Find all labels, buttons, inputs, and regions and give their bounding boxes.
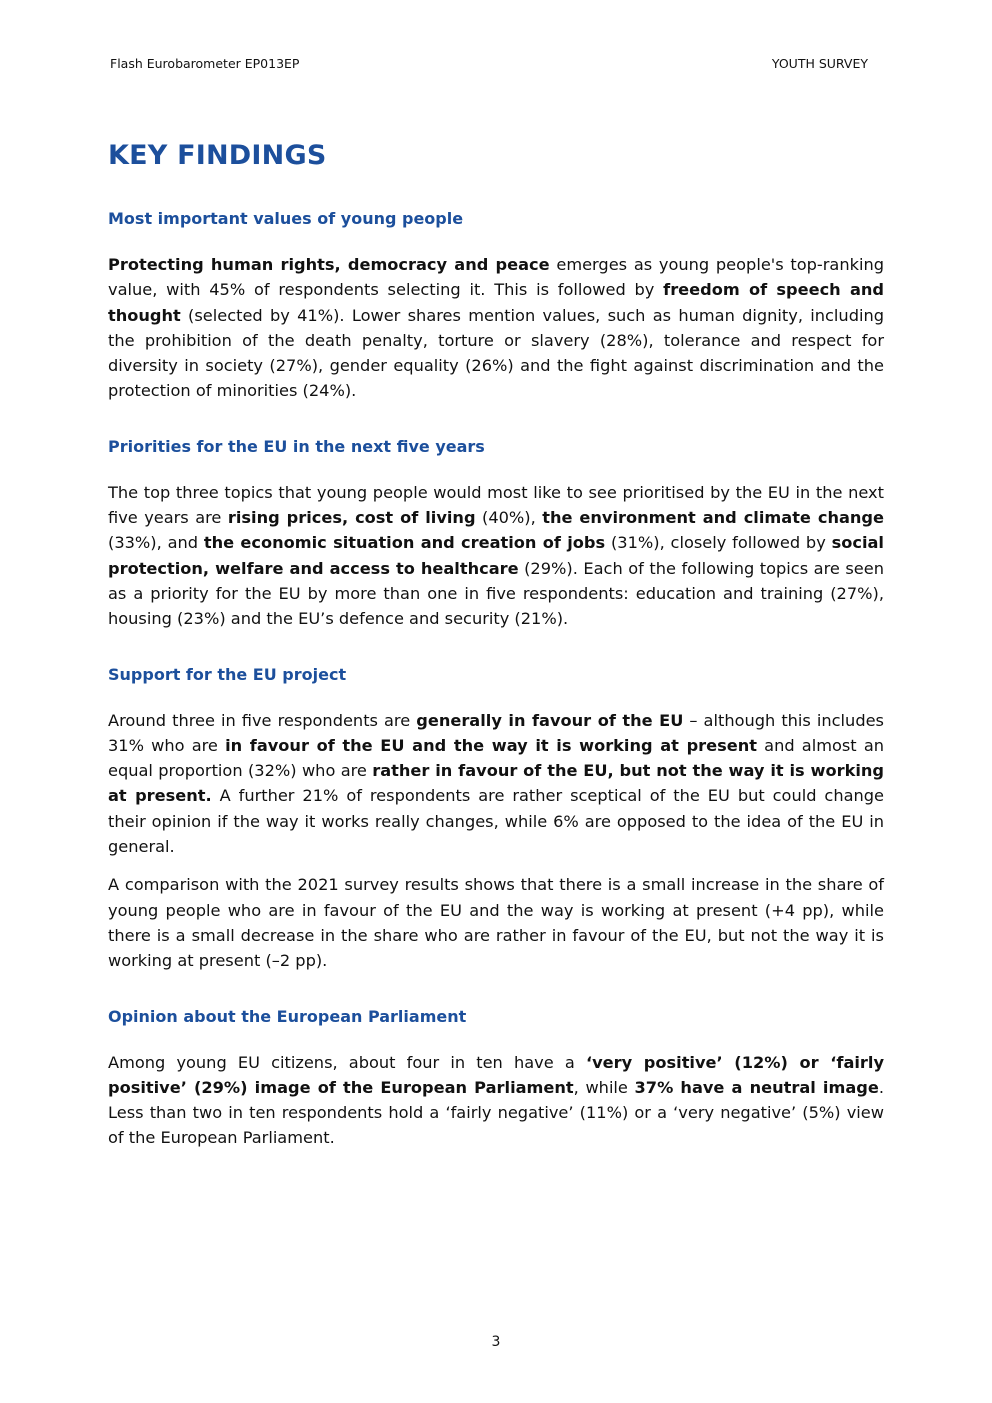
text-run: A further 21% of respondents are rather sceptical of the EU but could change their opinion if the way it works really changes, while 6% are opposed to the idea of the EU in general. [108,786,884,857]
key-findings-content [108,207,884,1151]
emphasis: rising prices, cost of living [227,508,476,528]
text-run: , while [573,1077,635,1097]
emphasis: rather in favour of the EU, but not the way it is working at present. [108,761,885,806]
text-run: Among young EU citizens, about four in ten have a [108,1052,586,1072]
text-run: (33%), and [108,533,204,553]
emphasis: ‘very positive’ (12%) or ‘fairly positive’ (29%) image of the European Parliament [108,1052,884,1097]
emphasis: freedom of speech and thought [108,280,885,325]
section-heading-priorities: Priorities for the EU in the next five years [108,436,485,456]
emphasis: in favour of the EU and the way it is working at present [225,735,757,755]
page-title: KEY FINDINGS [108,140,327,171]
text-run: (selected by 41%). Lower shares mention values, such as human dignity, including the prohibition of the death penalty, torture or slavery (28%), tolerance and respect for diversity in society (27%), gender equality (26%) and the fight against discrimination and the protection of minorities (24%). [108,305,884,401]
text-run: (40%), [475,508,543,528]
paragraph-support [108,708,884,860]
section-heading-support: Support for the EU project [108,664,347,684]
emphasis: the economic situation and creation of jobs [203,533,606,553]
paragraph-priorities [108,480,884,632]
header-survey-name: Flash Eurobarometer EP013EP [110,56,300,71]
text-run: emerges as young people's top-ranking value, with 45% of respondents selecting it. This is followed by [108,255,884,300]
emphasis: social protection, welfare and access to healthcare [108,533,884,578]
emphasis: Protecting human rights, democracy and peace [108,255,550,274]
emphasis: generally in favour of the EU [416,710,684,730]
paragraph-values [108,252,884,404]
page-number: 3 [491,1334,501,1350]
text-run: (29%). Each of the following topics are seen as a priority for the EU by more than one in five respondents: education and training (27%), housing (23%) and the EU’s defence and security (21%). [108,558,884,629]
section-heading-parliament: Opinion about the European Parliament [108,1006,467,1026]
paragraph-support-comparison [108,872,884,973]
text-run: and almost an equal proportion (32%) who are [108,735,884,781]
text-run: . Less than two in ten respondents hold a ‘fairly negative’ (11%) or a ‘very negative’ (5%) view of the European Parliament. [108,1077,884,1148]
text-run: – although this includes 31% who are [108,710,884,755]
text-run: (31%), closely followed by [605,533,832,553]
text-run: The top three topics that young people would most like to see prioritised by the EU in the next five years are [108,482,884,528]
text-run: A comparison with the 2021 survey results shows that there is a small increase in the share of young people who are in favour of the EU and the way is working at present (+4 pp), while there is a small decrease in the share who are rather in favour of the EU, but not the way it is working at present (–2 pp). [108,875,884,971]
paragraph-parliament [108,1050,884,1151]
emphasis: 37% have a neutral image [634,1077,879,1097]
emphasis: the environment and climate change [542,508,884,528]
header-survey-type: YOUTH SURVEY [771,56,868,71]
text-run: Around three in five respondents are [108,710,417,730]
section-heading-values: Most important values of young people [108,209,464,228]
